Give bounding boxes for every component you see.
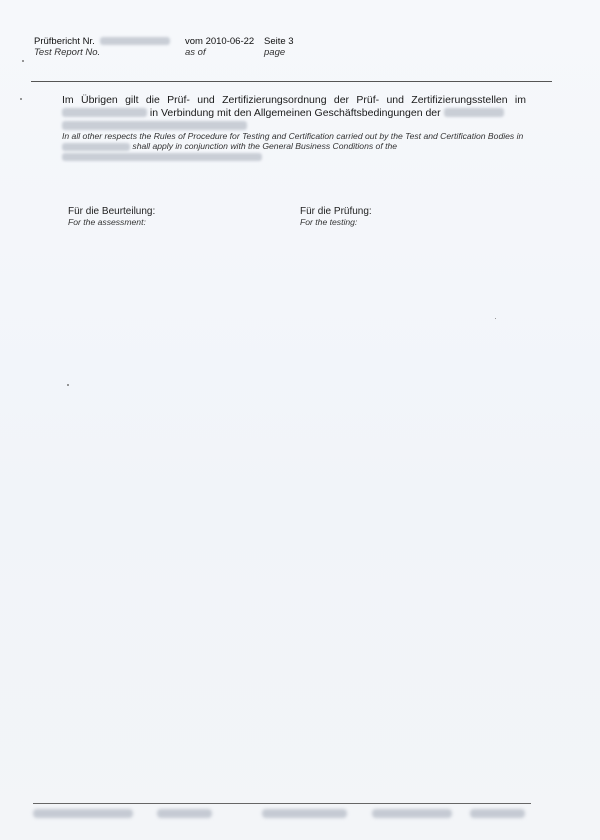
page-number-label-en: page: [264, 47, 286, 58]
report-date-label: vom 2010-06-22: [185, 36, 255, 47]
org-name-redaction: [62, 121, 247, 130]
org-name-redaction: [444, 108, 504, 117]
header-divider: [31, 81, 552, 82]
testing-label-en: For the testing:: [300, 217, 358, 227]
report-date-header: [185, 36, 254, 58]
terms-paragraph-de: [62, 94, 526, 132]
assessment-label: Für die Beurteilung:: [68, 206, 156, 217]
org-name-redaction: [62, 108, 147, 117]
scan-speck: [67, 384, 69, 386]
page-number-label: Seite 3: [264, 36, 294, 47]
report-number-header: [34, 36, 170, 58]
footer-redaction: [372, 809, 452, 818]
footer-redaction: [262, 809, 347, 818]
scan-speck: [22, 60, 24, 62]
testing-signature-block: [300, 206, 372, 228]
report-number-redaction: [100, 37, 170, 45]
footer-divider: [33, 803, 531, 804]
terms-de-part1: Im Übrigen gilt die Prüf- und Zertifizierungsordnung der Prüf- und Zertifizierungsstellen im: [62, 94, 526, 106]
scan-speck: [495, 318, 496, 319]
terms-de-part2: in Verbindung mit den Allgemeinen Geschäftsbedingungen der: [149, 106, 441, 119]
terms-paragraph-en: [62, 131, 526, 162]
report-number-label-en: Test Report No.: [34, 47, 101, 58]
footer-redaction: [33, 809, 133, 818]
org-name-redaction: [62, 153, 262, 161]
assessment-label-en: For the assessment:: [68, 217, 146, 227]
page-number-header: [264, 36, 294, 58]
terms-en-part2: shall apply in conjunction with the General Business Conditions of the: [132, 141, 398, 152]
testing-label: Für die Prüfung:: [300, 206, 372, 217]
report-date-label-en: as of: [185, 47, 206, 58]
org-name-redaction: [62, 143, 130, 151]
report-number-label: Prüfbericht Nr.: [34, 36, 95, 47]
scan-speck: [20, 98, 22, 100]
terms-en-part1: In all other respects the Rules of Procedure for Testing and Certification carried out by the Test and Certification Bodies in: [62, 131, 524, 141]
footer-redaction: [470, 809, 525, 818]
assessment-signature-block: [68, 206, 155, 228]
footer-redaction: [157, 809, 212, 818]
